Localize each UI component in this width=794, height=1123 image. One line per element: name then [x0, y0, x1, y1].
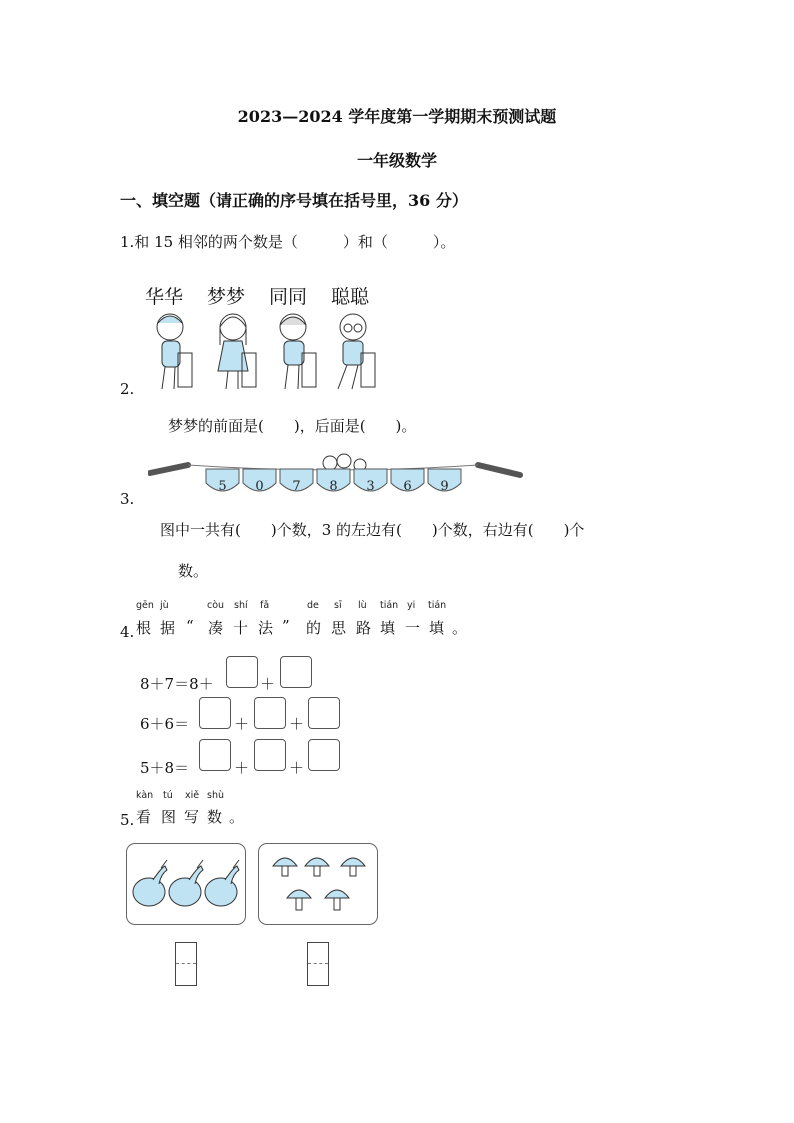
pinyin-xie: xiě: [185, 790, 200, 801]
flag-6: [391, 469, 424, 494]
number-flags: [206, 469, 461, 494]
answer-box-1a[interactable]: [226, 656, 258, 688]
answer-box-2c[interactable]: [308, 697, 340, 729]
equation-2-plus-2: ＋: [289, 715, 305, 733]
flag-8: [317, 469, 350, 494]
flag-3: [354, 469, 387, 494]
right-branch: [478, 465, 520, 475]
pinyin-tian: tián: [380, 600, 399, 611]
pinyin-gen: gēn: [136, 600, 154, 611]
flag-number: 5: [218, 479, 227, 494]
flag-9: [428, 469, 461, 494]
pinyin-ju: jù: [160, 600, 169, 611]
child-tongtong: [280, 314, 316, 389]
page-subtitle: 一年级数学: [356, 151, 437, 170]
equation-3-plus-1: ＋: [234, 759, 250, 777]
question-2-number: 2.: [120, 380, 135, 398]
left-branch: [150, 465, 188, 473]
question-3-text-line2: 数。: [178, 562, 209, 580]
name-huahua: 华华: [145, 286, 184, 308]
answer-box-1b[interactable]: [280, 656, 312, 688]
question-3-number: 3.: [120, 490, 135, 508]
equation-2-plus-1: ＋: [234, 715, 250, 733]
answer-box-3a[interactable]: [199, 739, 231, 771]
name-mengmeng: 梦梦: [207, 286, 246, 308]
equation-3-lhs: 5＋8＝: [140, 759, 190, 777]
mushroom-icon: [273, 858, 297, 876]
pinyin-si: sī: [334, 600, 342, 611]
equation-1-plus: ＋: [260, 675, 276, 693]
flag-7: [280, 469, 313, 494]
mushroom-icon: [287, 890, 311, 910]
page-title: 2023—2024 学年度第一学期期末预测试题: [237, 107, 557, 126]
flag-number: 3: [366, 479, 375, 494]
eggplants: [127, 844, 245, 924]
answer-box-mushroom[interactable]: [307, 942, 329, 986]
answer-box-2b[interactable]: [254, 697, 286, 729]
equation-1-lhs: 8＋7＝8＋: [140, 675, 214, 693]
name-congcong: 聪聪: [331, 286, 370, 308]
mushrooms: [259, 844, 377, 924]
child-congcong: [338, 314, 375, 389]
eggplant-icon: [133, 860, 167, 906]
answer-box-2a[interactable]: [199, 697, 231, 729]
pinyin-tian-2: tián: [428, 600, 447, 611]
equation-3-plus-2: ＋: [289, 759, 305, 777]
equation-2-lhs: 6＋6＝: [140, 715, 190, 733]
answer-box-3c[interactable]: [308, 739, 340, 771]
eggplant-picture-box: [126, 843, 246, 925]
pinyin-tu: tú: [163, 790, 173, 801]
name-tongtong: 同同: [269, 286, 308, 308]
question-2-text: 梦梦的前面是( )，后面是( )。: [168, 417, 417, 435]
pinyin-lu: lù: [358, 600, 367, 611]
flag-number: 9: [440, 479, 449, 494]
flag-garland: [148, 443, 523, 501]
question-3-text-line1: 图中一共有( )个数，3 的左边有( )个数，右边有( )个: [160, 521, 585, 539]
pinyin-cou: còu: [207, 600, 225, 611]
children-illustration: [148, 305, 378, 395]
section-heading: 一、填空题（请正确的序号填在括号里，36 分）: [120, 191, 468, 210]
question-4-number: 4.: [120, 623, 135, 641]
child-mengmeng: [218, 314, 256, 389]
birds: [323, 454, 366, 471]
eggplant-icon: [205, 860, 239, 906]
pinyin-shi: shí: [234, 600, 248, 611]
flag-number: 6: [403, 479, 412, 494]
eggplant-icon: [169, 860, 203, 906]
flag-number: 7: [292, 479, 301, 494]
answer-box-eggplant[interactable]: [175, 942, 197, 986]
answer-box-3b[interactable]: [254, 739, 286, 771]
pinyin-shu: shù: [207, 790, 224, 801]
pinyin-fa: fǎ: [260, 600, 270, 611]
child-huahua: [157, 314, 192, 389]
flag-number: 0: [255, 479, 264, 494]
flag-5: [206, 469, 239, 494]
mushroom-icon: [341, 858, 365, 876]
question-5-number: 5.: [120, 811, 135, 829]
flag-0: [243, 469, 276, 494]
flag-number: 8: [329, 479, 338, 494]
mushroom-icon: [325, 890, 349, 910]
pinyin-kan: kàn: [136, 790, 154, 801]
pinyin-de: de: [307, 600, 319, 611]
mushroom-icon: [305, 858, 329, 876]
pinyin-yi: yi: [407, 600, 416, 611]
mushroom-picture-box: [258, 843, 378, 925]
question-1: 1.和 15 相邻的两个数是（ ）和（ ）。: [120, 233, 456, 251]
